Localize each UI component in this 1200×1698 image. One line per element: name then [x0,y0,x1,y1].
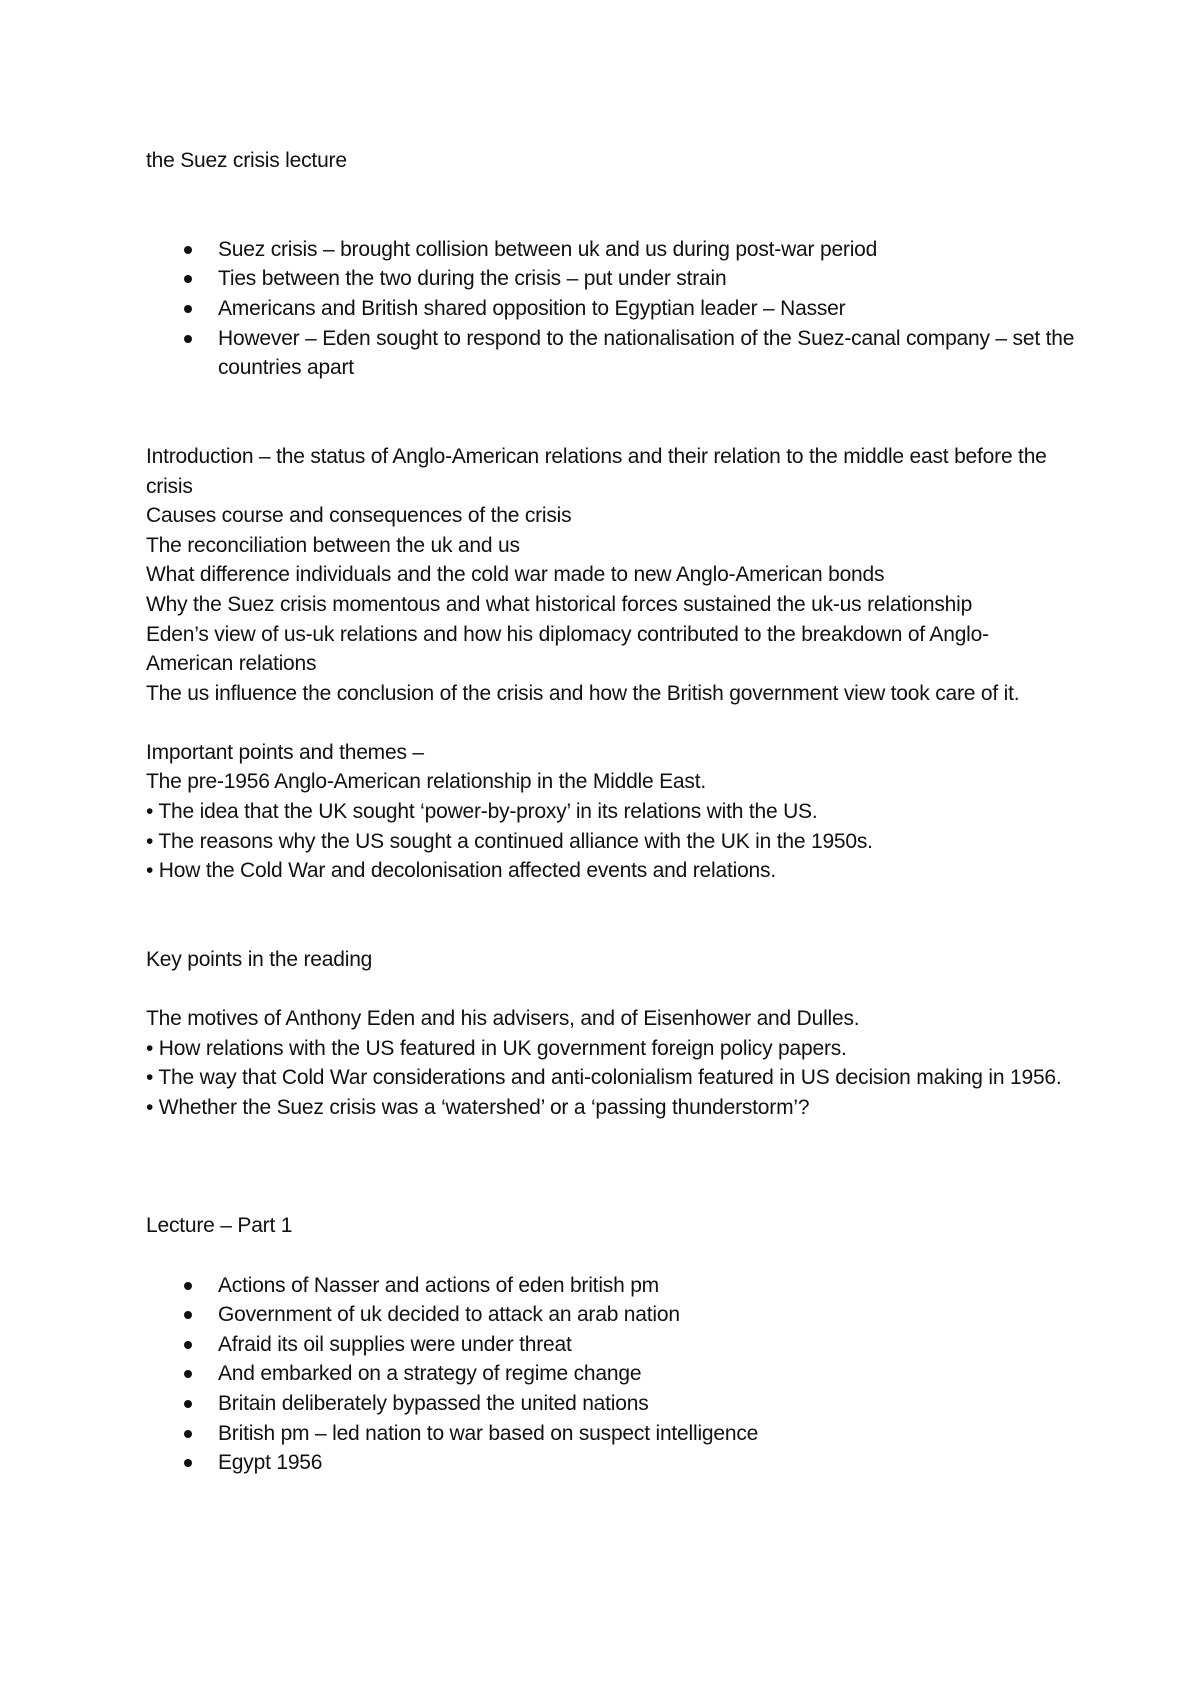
bullet-icon [184,1400,192,1408]
bullet-icon [184,275,192,283]
intro-bullet-list [146,235,1075,383]
themes-heading: Important points and themes – [146,740,424,764]
themes-line: • The idea that the UK sought ‘power-by-proxy’ in its relations with the US. [146,800,818,824]
list-item: Suez crisis – brought collision between uk and us during post-war period [146,235,1078,265]
list-item: British pm – led nation to war based on suspect intelligence [146,1419,1078,1449]
list-item: Afraid its oil supplies were under threat [146,1330,1078,1360]
bullet-icon [184,1430,192,1438]
themes-line: The pre-1956 Anglo-American relationship in the Middle East. [146,770,706,794]
bullet-icon [184,1311,192,1319]
list-item: Britain deliberately bypassed the united nations [146,1389,1078,1419]
introduction-line: What difference individuals and the cold war made to new Anglo-American bonds [146,563,885,587]
bullet-icon [184,1459,192,1467]
themes-line: • How the Cold War and decolonisation affected events and relations. [146,859,776,883]
reading-line: • The way that Cold War considerations and anti-colonialism featured in US decision making in 1956. [146,1066,1062,1090]
list-item: However – Eden sought to respond to the nationalisation of the Suez-canal company – set the countries apart [146,324,1078,383]
introduction-line: Introduction – the status of Anglo-American relations and their relation to the middle east before the crisis [146,444,1047,498]
reading-line: • How relations with the US featured in UK government foreign policy papers. [146,1036,847,1060]
reading-line: • Whether the Suez crisis was a ‘watershed’ or a ‘passing thunderstorm’? [146,1096,810,1119]
bullet-icon [184,305,192,313]
bullet-icon [184,335,192,343]
introduction-line: Causes course and consequences of the crisis [146,504,572,528]
reading-heading: Key points in the reading [146,948,373,972]
themes-section [146,738,1070,886]
reading-section [146,945,1070,1123]
introduction-line: The us influence the conclusion of the crisis and how the British government view took care of it. [146,681,1020,705]
introduction-line: Why the Suez crisis momentous and what historical forces sustained the uk-us relationship [146,592,973,616]
reading-line: The motives of Anthony Eden and his advisers, and of Eisenhower and Dulles. [146,1007,860,1031]
list-item: Egypt 1956 [146,1448,1078,1478]
introduction-line: Eden’s view of us-uk relations and how his diplomacy contributed to the breakdown of Anglo- American relations [146,622,989,676]
introduction-section [146,442,1070,708]
bullet-icon [184,246,192,254]
bullet-icon [184,1282,192,1290]
list-item: Ties between the two during the crisis – put under strain [146,264,1078,294]
document-title: the Suez crisis lecture [146,149,347,172]
introduction-line: The reconciliation between the uk and us [146,533,520,557]
lecture-section [146,1211,1070,1477]
list-item: Government of uk decided to attack an arab nation [146,1300,1078,1330]
list-item: And embarked on a strategy of regime change [146,1359,1078,1389]
themes-line: • The reasons why the US sought a continued alliance with the UK in the 1950s. [146,829,873,853]
bullet-icon [184,1370,192,1378]
list-item: Actions of Nasser and actions of eden british pm [146,1271,1078,1301]
list-item: Americans and British shared opposition to Egyptian leader – Nasser [146,294,1078,324]
lecture-bullet-list [146,1271,1070,1478]
bullet-icon [184,1341,192,1349]
lecture-heading: Lecture – Part 1 [146,1214,293,1238]
